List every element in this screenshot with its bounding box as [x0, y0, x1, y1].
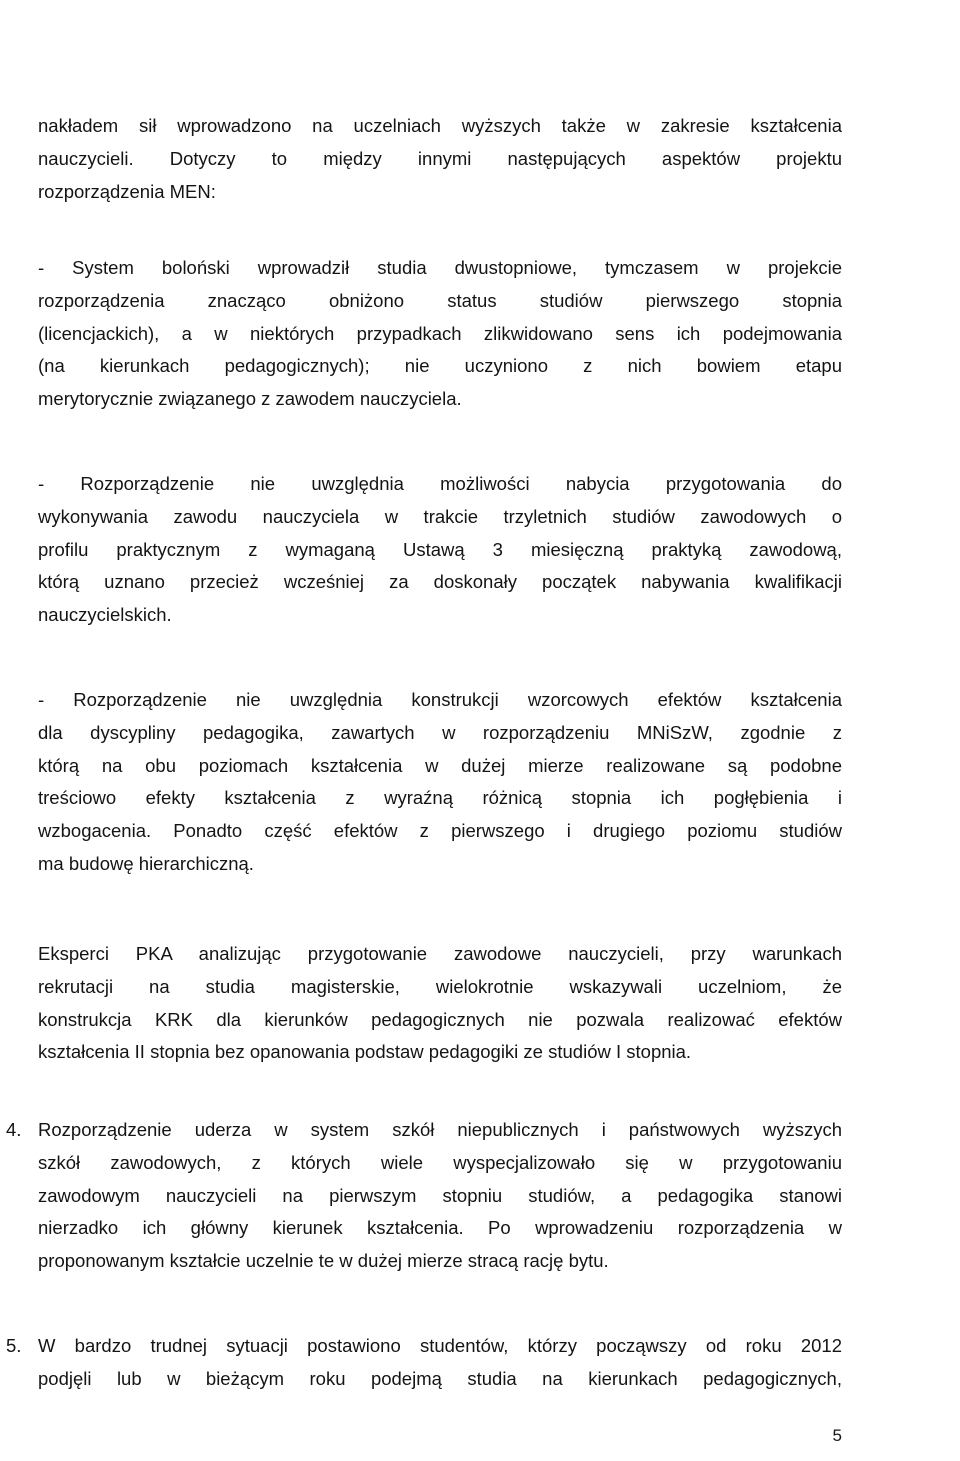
text-line: wzbogacenia. Ponadto część efektów z pierwszego i drugiego poziomu studiów — [38, 820, 842, 842]
text-line: proponowanym kształcie uczelnie te w dużej mierze stracą rację bytu. — [38, 1250, 609, 1272]
text-line: dla dyscypliny pedagogika, zawartych w rozporządzeniu MNiSzW, zgodnie z — [38, 721, 842, 743]
text-line: którą uznano przecież wcześniej za doskonały początek nabywania kwalifikacji — [38, 571, 842, 593]
text-line: którą na obu poziomach kształcenia w dużej mierze realizowane są podobne — [38, 754, 842, 776]
text-line: nauczycielskich. — [38, 604, 172, 626]
bullet-preparation — [38, 468, 842, 632]
text-line: W bardzo trudnej sytuacji postawiono studentów, którzy począwszy od roku 2012 — [38, 1335, 842, 1356]
list-item-5 — [38, 1330, 842, 1396]
text-line: treściowo efekty kształcenia z wyraźną różnicą stopnia ich pogłębienia i — [38, 787, 842, 809]
text-line: - Rozporządzenie nie uwzględnia możliwości nabycia przygotowania do — [38, 473, 842, 494]
pka-experts-paragraph — [38, 938, 842, 1069]
bullet-bologna — [38, 252, 842, 416]
text-line: wykonywania zawodu nauczyciela w trakcie trzyletnich studiów zawodowych o — [38, 505, 842, 527]
text-line: konstrukcja KRK dla kierunków pedagogicznych nie pozwala realizować efektów — [38, 1008, 842, 1030]
text-line: rekrutacji na studia magisterskie, wielokrotnie wskazywali uczelniom, że — [38, 975, 842, 997]
text-line: nakładem sił wprowadzono na uczelniach wyższych także w zakresie kształcenia — [38, 115, 842, 136]
text-line: - Rozporządzenie nie uwzględnia konstrukcji wzorcowych efektów kształcenia — [38, 689, 842, 710]
text-line: rozporządzenia MEN: — [38, 180, 216, 202]
text-line: Rozporządzenie uderza w system szkół niepublicznych i państwowych wyższych — [38, 1119, 842, 1140]
list-item-4 — [38, 1114, 842, 1278]
text-line: (na kierunkach pedagogicznych); nie uczyniono z nich bowiem etapu — [38, 355, 842, 377]
text-line: podjęli lub w bieżącym roku podejmą studia na kierunkach pedagogicznych, — [38, 1367, 842, 1389]
text-line: merytorycznie związanego z zawodem nauczyciela. — [38, 388, 462, 410]
intro-paragraph — [38, 110, 842, 208]
text-line: (licencjackich), a w niektórych przypadkach zlikwidowano sens ich podejmowania — [38, 322, 842, 344]
page-number: 5 — [832, 1426, 842, 1445]
text-line: rozporządzenia znacząco obniżono status studiów pierwszego stopnia — [38, 289, 842, 311]
text-line: ma budowę hierarchiczną. — [38, 852, 254, 874]
text-line: kształcenia II stopnia bez opanowania podstaw pedagogiki ze studiów I stopnia. — [38, 1041, 692, 1063]
list-number: 5. — [6, 1335, 22, 1356]
text-line: zawodowym nauczycieli na pierwszym stopniu studiów, a pedagogika stanowi — [38, 1184, 842, 1206]
text-line: profilu praktycznym z wymaganą Ustawą 3 miesięczną praktyką zawodową, — [38, 538, 842, 560]
text-line: Eksperci PKA analizując przygotowanie zawodowe nauczycieli, przy warunkach — [38, 943, 842, 964]
text-line: szkół zawodowych, z których wiele wyspecjalizowało się w przygotowaniu — [38, 1151, 842, 1173]
text-line: nierzadko ich główny kierunek kształcenia. Po wprowadzeniu rozporządzenia w — [38, 1217, 842, 1239]
text-line: nauczycieli. Dotyczy to między innymi następujących aspektów projektu — [38, 147, 842, 169]
text-line: - System boloński wprowadził studia dwustopniowe, tymczasem w projekcie — [38, 257, 842, 278]
list-number: 4. — [6, 1119, 22, 1140]
bullet-learning-outcomes — [38, 684, 842, 881]
